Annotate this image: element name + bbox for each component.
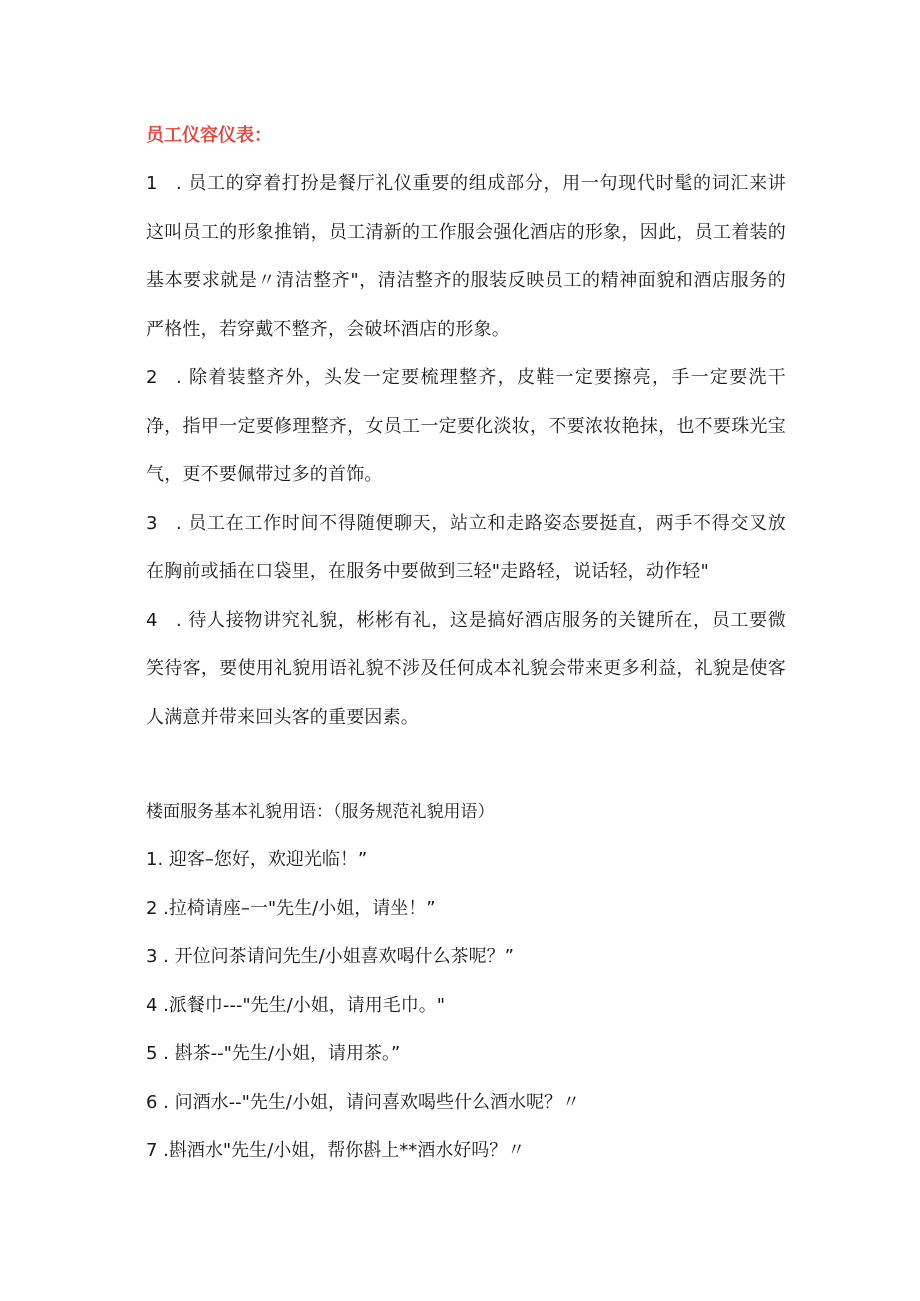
paragraph-text: . 员工在工作时间不得随便聊天，站立和走路姿态要挺直，两手不得交叉放在胸前或插在口袋里，在服务中要做到三轻"走路轻，说话轻，动作轻" — [146, 512, 786, 582]
paragraph-1 — [146, 160, 786, 354]
section-heading-phrases: 楼面服务基本礼貌用语：（服务规范礼貌用语） — [146, 802, 495, 822]
document-page — [146, 112, 786, 1176]
paragraph-text: . 除着装整齐外，头发一定要梳理整齐，皮鞋一定要擦亮，手一定要洗干净，指甲一定要修理整齐，女员工一定要化淡妆，不要浓妆艳抹，也不要珠光宝气，更不要佩带过多的首饰。 — [146, 367, 786, 485]
paragraph-number: 4 — [146, 609, 158, 631]
paragraph-number: 2 — [146, 367, 158, 388]
section-heading-appearance: 员工仪容仪表： — [146, 125, 272, 146]
paragraph-3 — [146, 500, 786, 597]
phrase-item: 2 .拉椅请座–一"先生/小姐，请坐！” — [146, 897, 436, 919]
paragraph-text: . 员工的穿着打扮是餐厅礼仪重要的组成部分，用一句现代时髦的词汇来讲这叫员工的形象推销，员工清新的工作服会强化酒店的形象，因此，员工着装的基本要求就是〃清洁整齐"，清洁整齐的服装反映员工的精神面貌和酒店服务的严格性，若穿戴不整齐，会破坏酒店的形象。 — [146, 173, 786, 340]
paragraph-2 — [146, 354, 786, 500]
phrase-item: 5 . 斟茶--"先生/小姐，请用茶。” — [146, 1043, 401, 1064]
phrase-item: 1. 迎客–您好，欢迎光临！” — [146, 849, 368, 870]
phrase-item: 6 . 问酒水--"先生/小姐，请问喜欢喝些什么酒水呢？〃 — [146, 1091, 580, 1113]
section-spacer — [146, 742, 786, 788]
paragraph-number: 1 — [146, 173, 158, 194]
phrase-item: 7 .斟酒水"先生/小姐，帮你斟上**酒水好吗？〃 — [146, 1140, 526, 1161]
phrase-item: 4 .派餐巾---"先生/小姐，请用毛巾。" — [146, 994, 446, 1016]
paragraph-4 — [146, 597, 786, 743]
paragraph-number: 3 — [146, 512, 158, 534]
paragraph-text: . 待人接物讲究礼貌，彬彬有礼，这是搞好酒店服务的关键所在，员工要微笑待客，要使用礼貌用语礼貌不涉及任何成本礼貌会带来更多利益，礼貌是使客人满意并带来回头客的重要因素。 — [146, 609, 786, 728]
phrase-item: 3 . 开位问茶请问先生/小姐喜欢喝什么茶呢？” — [146, 946, 515, 967]
